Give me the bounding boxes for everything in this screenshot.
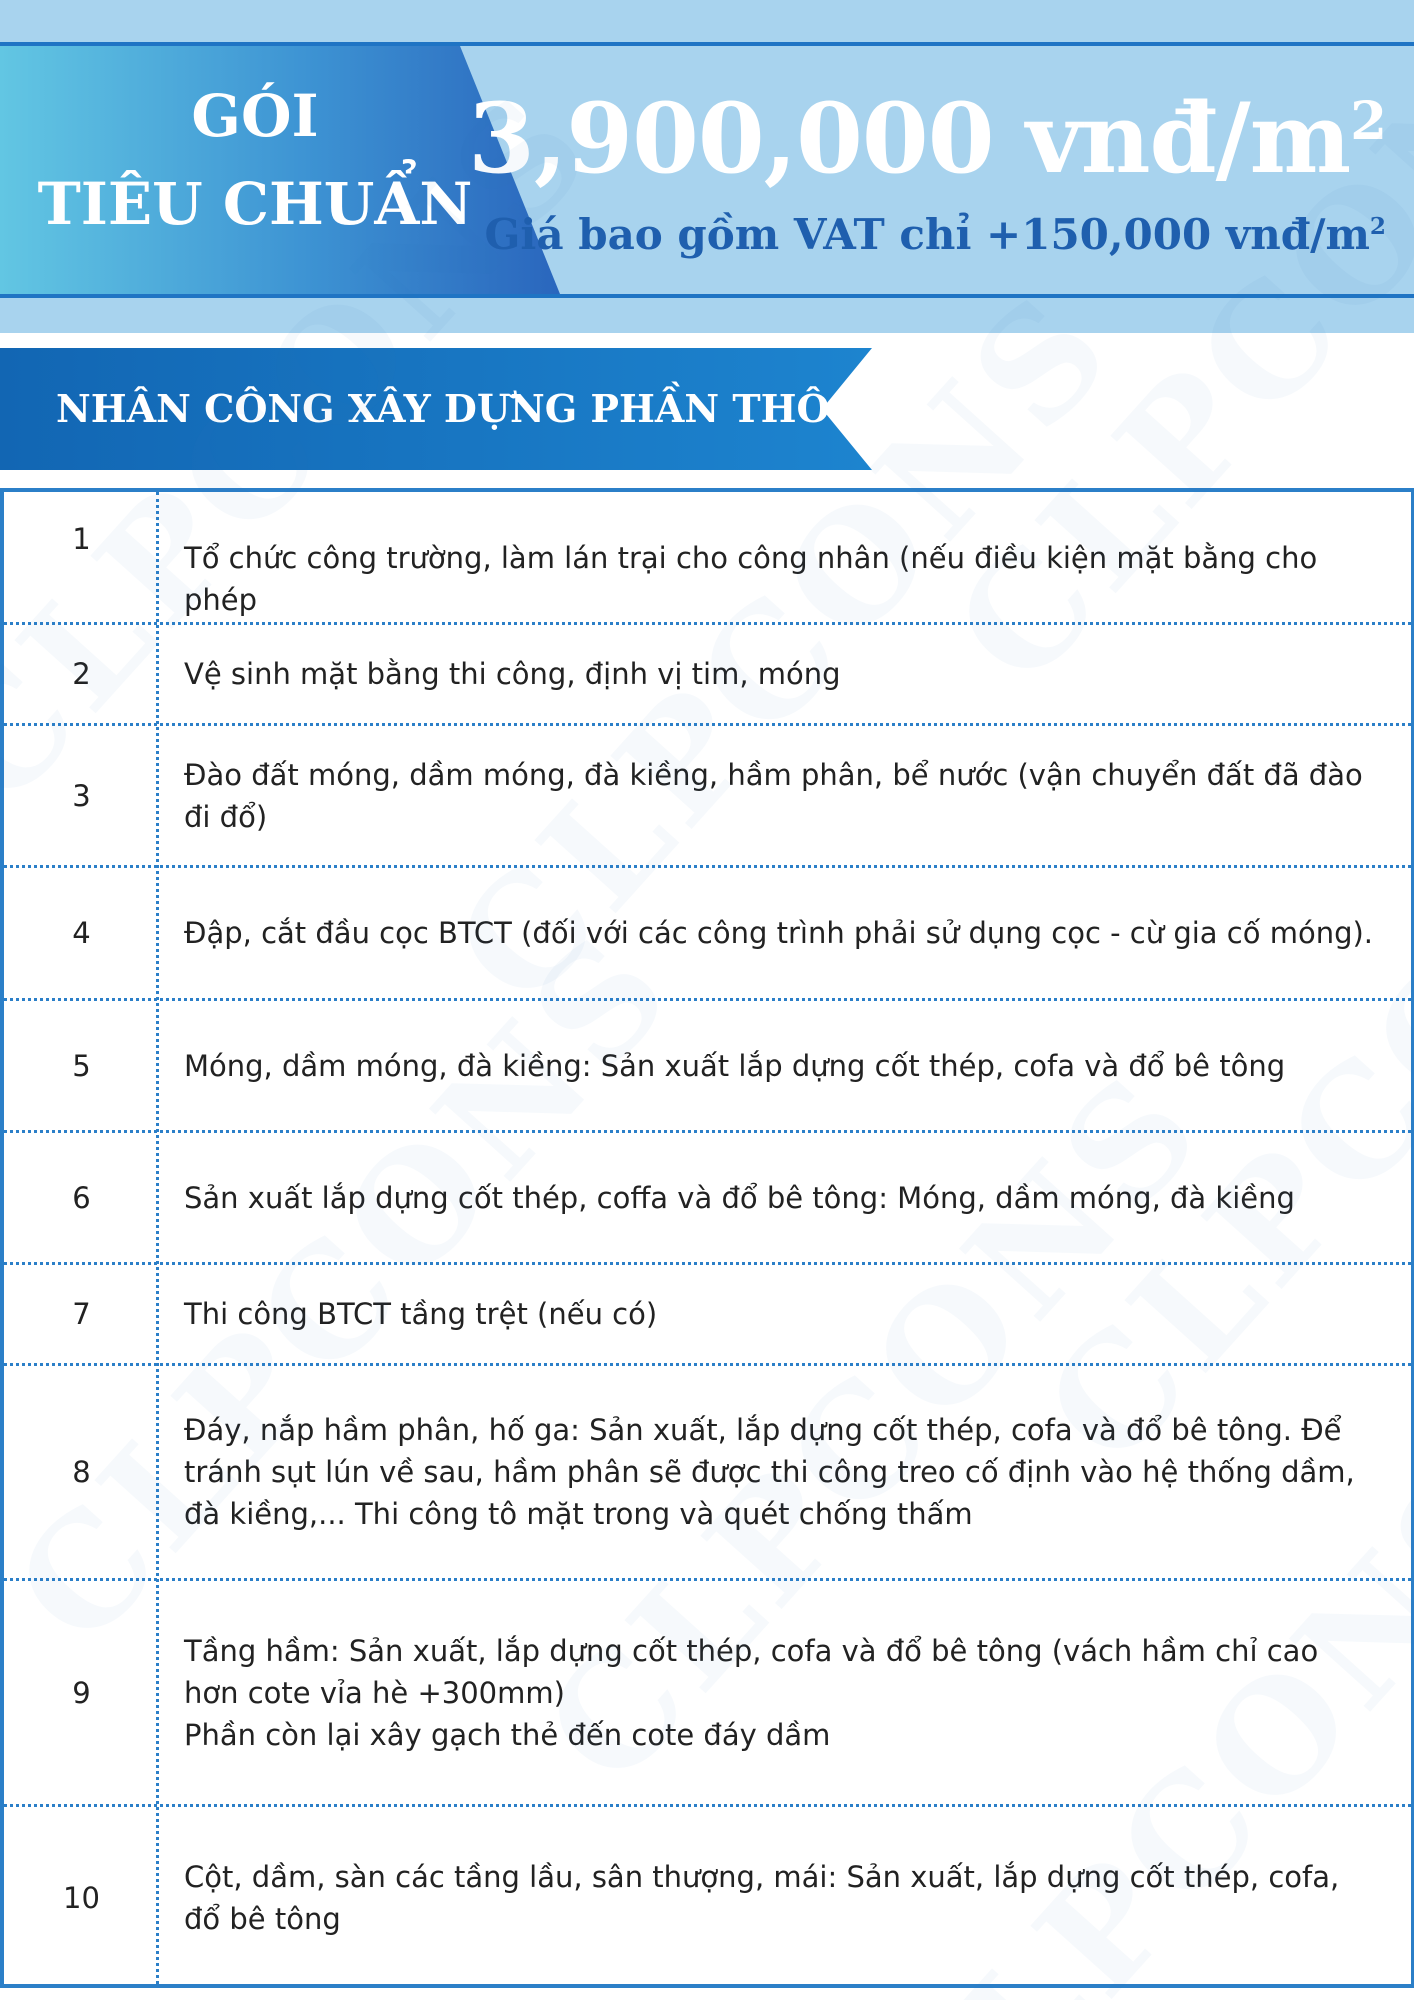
package-label-line2: TIÊU CHUẨN	[37, 170, 473, 238]
table-row	[4, 1001, 1411, 1133]
work-items-table	[0, 488, 1414, 1988]
row-description: Vệ sinh mặt bằng thi công, định vị tim, móng	[184, 657, 841, 691]
table-row	[4, 625, 1411, 726]
row-number: 2	[72, 657, 91, 691]
package-label-line1: GÓI	[191, 82, 319, 150]
row-number: 8	[72, 1455, 91, 1489]
row-description: Tầng hầm: Sản xuất, lắp dựng cốt thép, cofa và đổ bê tông (vách hầm chỉ cao hơn cote vỉa hè +300mm) Phần còn lại xây gạch thẻ đến cote đáy dầm	[184, 1633, 1319, 1752]
row-number: 9	[72, 1675, 91, 1710]
table-row	[4, 726, 1411, 868]
row-description: Đào đất móng, dầm móng, đà kiềng, hầm phân, bể nước (vận chuyển đất đã đào đi đổ)	[184, 757, 1363, 834]
price-main-superscript: 2	[1350, 90, 1386, 152]
row-description: Tổ chức công trường, làm lán trại cho công nhân (nếu điều kiện mặt bằng cho phép	[184, 541, 1318, 617]
row-number: 3	[72, 778, 91, 813]
table-row	[4, 1366, 1411, 1581]
row-number: 5	[72, 1048, 91, 1083]
table-row	[4, 1133, 1411, 1265]
price-vat-text: Giá bao gồm VAT chỉ +150,000 vnđ/m	[484, 210, 1370, 259]
price-vat-superscript: 2	[1369, 213, 1386, 240]
row-number: 10	[63, 1880, 100, 1915]
price-main	[468, 82, 1386, 195]
table-row	[4, 1265, 1411, 1366]
table-row	[4, 868, 1411, 1001]
row-number: 4	[72, 916, 91, 950]
row-description: Móng, dầm móng, đà kiềng: Sản xuất lắp dựng cốt thép, cofa và đổ bê tông	[184, 1048, 1286, 1083]
row-number: 1	[72, 522, 91, 556]
table-row	[4, 1807, 1411, 1988]
table-row	[4, 1581, 1411, 1807]
row-number: 6	[72, 1180, 91, 1215]
row-number: 7	[72, 1297, 91, 1331]
table-row	[4, 492, 1411, 625]
row-description: Đáy, nắp hầm phân, hố ga: Sản xuất, lắp dựng cốt thép, cofa và đổ bê tông. Để tránh sụt lún về sau, hầm phân sẽ được thi công treo cố định vào hệ thống dầm, đà kiềng,... Thi công tô mặt trong và quét chống thấm	[184, 1413, 1355, 1531]
section-title: NHÂN CÔNG XÂY DỰNG PHẦN THÔ	[56, 386, 830, 431]
row-description: Thi công BTCT tầng trệt (nếu có)	[184, 1297, 658, 1331]
row-description: Đập, cắt đầu cọc BTCT (đối với các công trình phải sử dụng cọc - cừ gia cố móng).	[184, 916, 1374, 950]
row-description: Sản xuất lắp dựng cốt thép, coffa và đổ bê tông: Móng, dầm móng, đà kiềng	[184, 1180, 1295, 1215]
price-main-text: 3,900,000 vnđ/m	[468, 82, 1351, 195]
price-vat-note	[485, 210, 1386, 259]
row-description: Cột, dầm, sàn các tầng lầu, sân thượng, mái: Sản xuất, lắp dựng cốt thép, cofa, đổ bê tông	[184, 1859, 1340, 1936]
